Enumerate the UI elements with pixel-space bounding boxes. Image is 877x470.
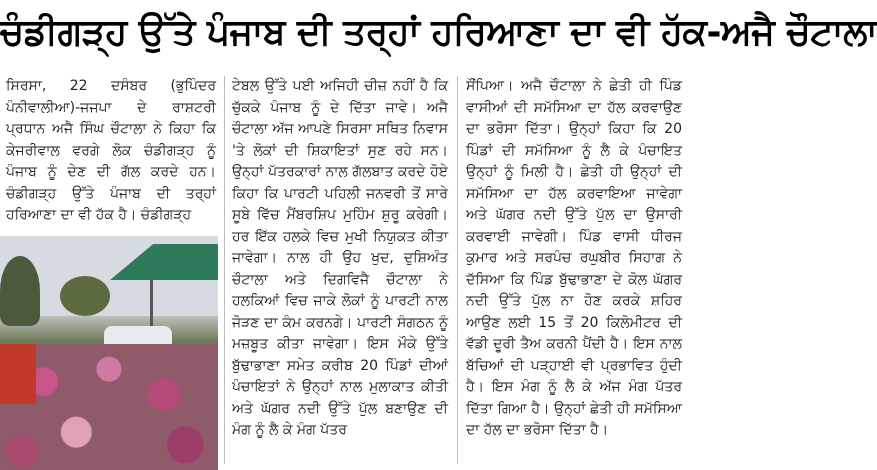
column-divider [224, 76, 225, 464]
article-column-3 [466, 76, 682, 466]
column-divider [457, 76, 458, 464]
headline: ਚੰਡੀਗੜ੍ਹ ਉੱਤੇ ਪੰਜਾਬ ਦੀ ਤਰ੍ਹਾਂ ਹਰਿਆਣਾ ਦਾ ਵੀ ਹੱਕ-ਅਜੈ ਚੌਟਾਲਾ [0, 12, 877, 53]
photo-banner [0, 344, 36, 404]
article-text-3: ਸੌਂਪਿਆ। ਅਜੈ ਚੌਟਾਲਾ ਨੇ ਛੇਤੀ ਹੀ ਪਿੰਡ ਵਾਸੀਆਂ ਦੀ ਸਮੱਸਿਆ ਦਾ ਹੱਲ ਕਰਵਾਉਣ ਦਾ ਭਰੋਸਾ ਦਿੱਤਾ। ਉਨ੍ਹਾਂ ਕਿਹਾ ਕਿ 20 ਪਿੰਡਾਂ ਦੀ ਸਮੱਸਿਆ ਨੂੰ ਲੈ ਕੇ ਪੰਚਾਇਤ ਉਨ੍ਹਾਂ ਨੂੰ ਮਿਲੀ ਹੈ। ਛੇਤੀ ਹੀ ਉਨ੍ਹਾਂ ਦੀ ਸਮੱਸਿਆ ਦਾ ਹੱਲ ਕਰਵਾਇਆ ਜਾਵੇਗਾ ਅਤੇ ਘੱਗਰ ਨਦੀ ਉੱਤੇ ਪੁੱਲ ਦਾ ਉਸਾਰੀ ਕਰਵਾਈ ਜਾਵੇਗੀ। ਪਿੰਡ ਵਾਸੀ ਧੀਰਜ ਕੁਮਾਰ ਅਤੇ ਸਰਪੰਚ ਰਘੁਬੀਰ ਸਿਹਾਗ ਨੇ ਦੱਸਿਆ ਕਿ ਪਿੰਡ ਬੁੱਢਾਭਾਣਾ ਦੇ ਕੋਲ ਘੱਗਰ ਨਦੀ ਉੱਤੇ ਪੁੱਲ ਨਾ ਹੋਣ ਕਰਕੇ ਸ਼ਹਿਰ ਆਉਣ ਲਈ 15 ਤੋਂ 20 ਕਿਲੋਮੀਟਰ ਦੀ ਵੱਡੀ ਦੂਰੀ ਤੈਅ ਕਰਨੀ ਪੈਂਦੀ ਹੈ। ਇਸ ਨਾਲ ਬੱਚਿਆਂ ਦੀ ਪੜ੍ਹਾਈ ਵੀ ਪ੍ਰਭਾਵਿਤ ਹੁੰਦੀ ਹੈ। ਇਸ ਮੰਗ ਨੂੰ ਲੈ ਕੇ ਅੱਜ ਮੰਗ ਪੱਤਰ ਦਿੱਤਾ ਗਿਆ ਹੈ। ਉਨ੍ਹਾਂ ਛੇਤੀ ਹੀ ਸਮੱਸਿਆ ਦਾ ਹੱਲ ਦਾ ਭਰੋਸਾ ਦਿੱਤਾ ਹੈ। [466, 78, 682, 438]
article-column-2 [232, 76, 448, 466]
article-text-1: ਸਿਰਸਾ, 22 ਦਸੰਬਰ (ਭੁਪਿੰਦਰ ਪੰਨੀਵਾਲੀਆ)-ਜਜਪਾ ਦੇ ਰਾਸ਼ਟਰੀ ਪ੍ਰਧਾਨ ਅਜੈ ਸਿੰਘ ਚੌਟਾਲਾ ਨੇ ਕਿਹਾ ਕਿ ਕੇਜਰੀਵਾਲ ਵਰਗੇ ਲੋਕ ਚੰਡੀਗੜ੍ਹ ਨੂੰ ਪੰਜਾਬ ਨੂੰ ਦੇਣ ਦੀ ਗੱਲ ਕਰਦੇ ਹਨ। ਚੰਡੀਗੜ੍ਹ ਉੱਤੇ ਪੰਜਾਬ ਦੀ ਤਰ੍ਹਾਂ ਹਰਿਆਣਾ ਦਾ ਵੀ ਹੱਕ ਹੈ। ਚੰਡੀਗੜ੍ਹ [6, 78, 216, 223]
photo-pole [150, 280, 153, 330]
article-text-2: ਟੇਬਲ ਉੱਤੇ ਪਈ ਅਜਿਹੀ ਚੀਜ਼ ਨਹੀਂ ਹੈ ਕਿ ਚੁੱਕਕੇ ਪੰਜਾਬ ਨੂੰ ਦੇ ਦਿੱਤਾ ਜਾਵੇ। ਅਜੈ ਚੌਟਾਲਾ ਅੱਜ ਆਪਣੇ ਸਿਰਸਾ ਸਥਿਤ ਨਿਵਾਸ 'ਤੇ ਲੋਕਾਂ ਦੀ ਸ਼ਿਕਾਇਤਾਂ ਸੁਣ ਰਹੇ ਸਨ। ਉਨ੍ਹਾਂ ਪੱਤਰਕਾਰਾਂ ਨਾਲ ਗੱਲਬਾਤ ਕਰਦੇ ਹੋਏ ਕਿਹਾ ਕਿ ਪਾਰਟੀ ਪਹਿਲੀ ਜਨਵਰੀ ਤੋਂ ਸਾਰੇ ਸੂਬੇ ਵਿੱਚ ਮੈਂਬਰਸ਼ਿਪ ਮੁਹਿੰਮ ਸ਼ੁਰੂ ਕਰੇਗੀ। ਹਰ ਇੱਕ ਹਲਕੇ ਵਿਚ ਮੁਖੀ ਨਿਯੁਕਤ ਕੀਤਾ ਜਾਵੇਗਾ। ਨਾਲ ਹੀ ਉਹ ਖੁਦ, ਦੁਸ਼ਿਅੰਤ ਚੌਟਾਲਾ ਅਤੇ ਦਿਗਵਿਜੈ ਚੌਟਾਲਾ ਨੇ ਹਲਕਿਆਂ ਵਿਚ ਜਾਕੇ ਲੋਕਾਂ ਨੂੰ ਪਾਰਟੀ ਨਾਲ ਜੋੜਣ ਦਾ ਕੰਮ ਕਰਨਗੇ। ਪਾਰਟੀ ਸੰਗਠਨ ਨੂੰ ਮਜ਼ਬੂਤ ਕੀਤਾ ਜਾਵੇਗਾ। ਇਸ ਮੌਕੇ ਉੱਤੇ ਬੁੱਢਾਭਾਣਾ ਸਮੇਤ ਕਰੀਬ 20 ਪਿੰਡਾਂ ਦੀਆਂ ਪੰਚਾਇਤਾਂ ਨੇ ਉਨ੍ਹਾਂ ਨਾਲ ਮੁਲਾਕਾਤ ਕੀਤੀ ਅਤੇ ਘੱਗਰ ਨਦੀ ਉੱਤੇ ਪੁੱਲ ਬਣਾਉਣ ਦੀ ਮੰਗ ਨੂੰ ਲੈ ਕੇ ਮੰਗ ਪੱਤਰ [232, 78, 448, 438]
article-column-1 [6, 76, 216, 236]
photo-tree [60, 276, 110, 316]
photo-tree [0, 256, 40, 326]
news-photo [0, 236, 218, 470]
